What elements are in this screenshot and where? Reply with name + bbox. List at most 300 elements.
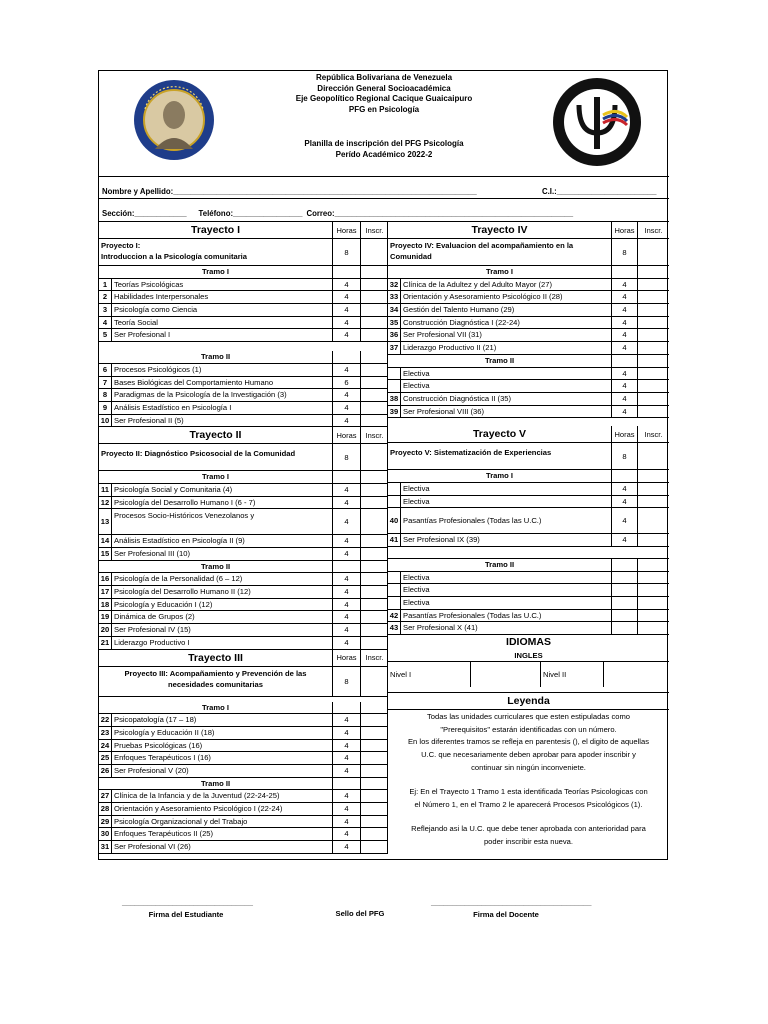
tramo-hours-cell [332,778,360,790]
academic-period: Perído Académico 2022-2 [335,149,433,159]
course-hours: 4 [332,714,360,726]
course-inscr-cell[interactable] [360,841,388,853]
tramo-row [99,266,387,279]
course-name: Psicología Organizacional y del Trabajo [114,816,248,826]
course-inscr-cell[interactable] [637,406,669,418]
course-number [388,597,401,609]
tramo-row [99,561,387,574]
course-name: Electiva [403,368,430,378]
course-hours: 4 [611,380,637,392]
tramo-hours-cell [332,702,360,714]
course-name: Orientación y Asesoramiento Psicológico I (22-24) [114,804,283,813]
course-number: 31 [99,841,112,853]
legend-line: Reflejando asi la U.C. que debe tener aprobada con anterioridad para [411,824,646,834]
course-inscr-cell[interactable] [360,484,388,496]
tramo-inscr-cell [637,470,669,482]
course-row [99,364,387,377]
course-hours: 4 [611,393,637,405]
right-column [388,222,669,846]
student-signature [122,898,253,919]
course-number: 42 [388,610,401,622]
course-number: 9 [99,402,112,414]
heading-line: PFG en Psicología [348,104,420,114]
project-inscr-cell[interactable] [360,444,388,470]
course-inscr-cell[interactable] [360,727,388,739]
course-hours: 4 [332,752,360,764]
heading-line: República Bolivariana de Venezuela [315,73,453,82]
course-hours: 4 [332,816,360,828]
course-hours: 4 [611,508,637,533]
course-inscr-cell[interactable] [637,496,669,508]
tramo-hours-cell [611,355,637,367]
course-hours: 4 [611,534,637,546]
level-1-cell: Nivel I [390,670,412,680]
course-inscr-cell[interactable] [637,610,669,622]
course-inscr-cell[interactable] [360,509,388,534]
course-name: Electiva [403,381,430,391]
course-row [99,611,387,624]
university-seal-icon [133,79,215,161]
course-name: Enfoques Terapéuticos I (16) [114,753,211,763]
course-row [99,304,387,317]
course-name: Psicología de la Personalidad (6 – 12) [114,574,243,584]
hours-header: Horas [611,426,637,442]
course-inscr-cell[interactable] [637,483,669,495]
signature-line: ______________________________________ [431,898,592,907]
course-name: Ser Profesional V (20) [114,765,189,775]
course-number: 7 [99,377,112,389]
course-number [388,496,401,508]
project-inscr-cell[interactable] [637,443,669,469]
course-name: Electiva [403,598,430,608]
course-hours: 4 [332,329,360,341]
course-hours [611,610,637,622]
course-name: Ser Profesional VIII (36) [403,406,485,416]
tramo-label: Tramo II [200,352,231,362]
course-row [99,841,387,854]
phone-field[interactable]: Teléfono:________________ [198,209,303,218]
course-inscr-cell[interactable] [360,402,388,414]
course-number: 21 [99,637,112,649]
course-row [388,597,669,610]
tramo-row [388,470,669,483]
course-inscr-cell[interactable] [360,573,388,585]
course-name: Psicología del Desarrollo Humano I (6 - 7) [114,497,256,507]
course-inscr-cell[interactable] [360,828,388,840]
project-line: Comunidad [390,252,432,261]
course-hours: 4 [611,291,637,303]
course-number: 1 [99,279,112,291]
course-name: Paradigmas de la Psicología de la Investigación (3) [114,390,287,400]
course-number: 39 [388,406,401,418]
course-row [388,496,669,509]
trayecto-title: Trayecto IV [471,224,528,236]
project-row [99,667,387,697]
tramo-inscr-cell [637,355,669,367]
course-inscr-cell[interactable] [637,584,669,596]
course-hours: 4 [332,402,360,414]
course-number: 20 [99,624,112,636]
legend-line: En los diferentes tramos se refleja en parentesis (), el digito de aquellas [407,737,650,747]
course-number: 38 [388,393,401,405]
course-inscr-cell[interactable] [360,317,388,329]
project-title [101,240,330,262]
course-number: 5 [99,329,112,341]
course-name: Bases Biológicas del Comportamiento Humano [114,377,274,387]
legend-line: Ej: En el Trayecto 1 Tramo 1 esta identificada Teorías Psicologicas con [409,787,648,797]
trayecto-1-header [99,222,387,239]
tramo-row [99,778,387,791]
legend-line: continuar sin ningún inconveniete. [471,762,586,772]
course-hours: 4 [332,317,360,329]
course-name: Clínica de la Adultez y del Adulto Mayor (27) [403,279,553,289]
course-number: 37 [388,342,401,354]
course-name: Ser Profesional I [114,330,171,340]
trayecto-2-header [99,427,387,444]
course-inscr-cell[interactable] [360,714,388,726]
level-row [388,662,669,687]
legend-line: el Número 1, en el Tramo 2 le aparecerá Procesos Psicológicos (1). [414,799,643,809]
course-inscr-cell[interactable] [637,329,669,341]
tramo-label: Tramo II [484,355,515,365]
course-inscr-cell[interactable] [637,368,669,380]
course-row [99,509,387,535]
course-number: 36 [388,329,401,341]
course-inscr-cell[interactable] [360,377,388,389]
course-inscr-cell[interactable] [637,317,669,329]
project-title [101,668,330,690]
course-row [388,317,669,330]
course-number: 6 [99,364,112,376]
course-row [99,727,387,740]
course-name: Psicopatología (17 – 18) [114,715,197,725]
legend-body [388,710,669,848]
course-name: Pruebas Psicológicas (16) [114,740,203,750]
course-hours: 4 [332,304,360,316]
project-row [99,239,387,266]
tramo-row [388,355,669,368]
student-signature-label: Firma del Estudiante [148,910,224,919]
course-inscr-cell[interactable] [360,291,388,303]
course-name: Ser Profesional X (41) [403,623,478,633]
course-number: 10 [99,415,112,427]
pfg-seal-label: Sello del PFG [335,909,385,918]
course-name: Psicología como Ciencia [114,305,198,315]
course-row [388,584,669,597]
course-name: Psicología y Educación I (12) [114,599,213,609]
course-name: Construcción Diagnóstica II (35) [403,393,512,403]
project-hours: 8 [611,443,637,469]
tramo-hours-cell [611,470,637,482]
tramo-hours-cell [332,561,360,573]
course-name: Ser Profesional VII (31) [403,330,482,340]
trayecto-3-header [99,650,387,667]
course-hours: 4 [611,368,637,380]
course-number: 35 [388,317,401,329]
tramo-row [99,351,387,364]
course-number: 25 [99,752,112,764]
inscr-header: Inscr. [360,427,388,443]
course-name: Procesos Socio-Históricos Venezolanos y [114,511,255,521]
course-name: Construcción Diagnóstica I (22-24) [403,317,520,327]
course-name: Teoría Social [114,317,158,327]
course-name: Teorías Psicológicas [114,279,184,289]
heading-line: Eje Geopolítico Regional Cacique Guaicaipuro [295,94,473,103]
course-hours: 4 [611,329,637,341]
course-row [388,380,669,393]
course-inscr-cell[interactable] [637,508,669,533]
course-hours: 4 [332,415,360,427]
course-number [388,483,401,495]
course-number: 24 [99,740,112,752]
project-row [388,443,669,470]
course-inscr-cell[interactable] [360,752,388,764]
course-row [99,765,387,778]
course-hours: 4 [332,727,360,739]
course-hours: 4 [332,637,360,649]
course-hours [611,572,637,584]
course-row [99,484,387,497]
course-inscr-cell[interactable] [637,342,669,354]
course-inscr-cell[interactable] [360,304,388,316]
course-hours: 4 [332,573,360,585]
course-inscr-cell[interactable] [360,548,388,560]
course-name: Ser Profesional II (5) [114,415,184,425]
section-field[interactable]: Sección:____________ [102,209,187,218]
course-number: 41 [388,534,401,546]
project-line: Introduccion a la Psicología comunitaria [101,252,247,261]
tramo-hours-cell [611,559,637,571]
tramo-label: Tramo I [485,267,513,276]
course-inscr-cell[interactable] [637,291,669,303]
course-name: Orientación y Asesoramiento Psicológico II (28) [403,292,563,302]
course-hours: 4 [611,279,637,291]
level-2-cell: Nivel II [540,662,603,687]
course-hours: 4 [611,483,637,495]
course-number: 26 [99,765,112,777]
course-hours: 4 [332,624,360,636]
course-row [388,483,669,496]
course-number: 28 [99,803,112,815]
project-inscr-cell[interactable] [360,667,388,696]
course-inscr-cell[interactable] [360,329,388,341]
hours-header: Horas [332,427,360,443]
course-row [99,317,387,330]
section-field-row [99,199,669,221]
name-field[interactable]: Nombre y Apellido:______________________________________________________________________ [102,187,477,196]
course-hours: 4 [332,586,360,598]
tramo-label: Tramo II [484,560,515,569]
course-hours [611,622,637,634]
course-number: 3 [99,304,112,316]
course-hours: 4 [332,535,360,547]
course-row [388,622,669,635]
course-number [388,584,401,596]
course-row [388,610,669,623]
course-name: Ser Profesional VI (26) [114,842,191,852]
course-row [99,803,387,816]
project-title [101,448,330,459]
course-inscr-cell[interactable] [360,624,388,636]
course-row [388,572,669,585]
course-number: 15 [99,548,112,560]
project-line: Proyecto III: Acompañamiento y Prevención de las [124,668,307,678]
course-inscr-cell[interactable] [360,586,388,598]
project-hours: 8 [332,239,360,265]
course-row [99,599,387,612]
inscr-header: Inscr. [360,650,388,666]
project-title [390,240,609,262]
course-number: 16 [99,573,112,585]
course-name: Ser Profesional IV (15) [114,625,191,635]
tramo-inscr-cell [360,471,388,483]
course-inscr-cell[interactable] [637,380,669,392]
course-name: Electiva [403,496,430,506]
course-inscr-cell[interactable] [637,572,669,584]
course-inscr-cell[interactable] [360,740,388,752]
tramo-label: Tramo II [200,561,231,571]
course-hours: 4 [332,389,360,401]
course-name: Electiva [403,483,430,493]
course-row [99,573,387,586]
tramo-hours-cell [332,471,360,483]
course-name: Procesos Psicológicos (1) [114,364,202,374]
course-row [388,291,669,304]
project-inscr-cell[interactable] [637,239,669,265]
course-row [99,415,387,428]
course-inscr-cell[interactable] [360,497,388,509]
project-line: necesidades comunitarias [168,679,263,689]
course-inscr-cell[interactable] [360,816,388,828]
course-number: 2 [99,291,112,303]
course-hours: 4 [611,317,637,329]
course-inscr-cell[interactable] [637,393,669,405]
course-number: 43 [388,622,401,634]
course-row [388,508,669,534]
legend-line: "Prerequisitos" estarán identificadas con un número. [440,724,617,734]
course-name: Psicología y Educación II (18) [114,727,215,737]
course-row [388,406,669,419]
legend-line: Todas las unidades curriculares que esten estipuladas como [426,712,631,722]
course-number: 17 [99,586,112,598]
legend-section [388,693,669,846]
name-field-row [99,177,669,199]
tramo-label: Tramo II [200,778,231,788]
hours-header: Horas [611,222,637,238]
course-inscr-cell[interactable] [360,599,388,611]
project-hours: 8 [332,667,360,696]
course-row [99,291,387,304]
course-row [99,740,387,753]
email-field[interactable]: Correo:_______________________________________________________ [306,209,574,218]
legend-line: U.C. que necesariamente deben aprobar para apoder inscribir y [421,749,636,759]
course-number: 40 [388,508,401,533]
tramo-row [99,471,387,484]
course-hours: 4 [332,765,360,777]
tramo-inscr-cell [360,266,388,278]
course-number: 8 [99,389,112,401]
course-row [99,752,387,765]
course-name: Liderazgo Productivo I [114,637,190,647]
trayecto-title: Trayecto II [189,429,242,442]
course-number: 23 [99,727,112,739]
teacher-signature-label: Firma del Docente [473,910,539,919]
registration-form [98,70,668,860]
course-inscr-cell[interactable] [360,790,388,802]
course-number [388,368,401,380]
course-name: Gestión del Talento Humano (29) [403,305,515,315]
signature-line: _______________________________ [122,898,253,907]
course-inscr-cell[interactable] [637,279,669,291]
languages-section [388,635,669,693]
spacer-row [388,547,669,559]
legend-line: poder inscribir esta nueva. [483,836,574,846]
course-number: 33 [388,291,401,303]
project-title [390,447,609,458]
course-inscr-cell[interactable] [360,535,388,547]
course-inscr-cell[interactable] [360,637,388,649]
course-number: 4 [99,317,112,329]
course-name: Pasantías Profesionales (Todas las U.C.) [403,516,542,526]
course-row [99,828,387,841]
project-inscr-cell[interactable] [360,239,388,265]
project-line: Proyecto V: Sistematización de Experiencias [390,448,552,458]
course-inscr-cell[interactable] [360,765,388,777]
course-number [388,572,401,584]
trayecto-5-header [388,426,669,443]
project-line: Proyecto I: [101,241,141,250]
course-number: 12 [99,497,112,509]
course-hours: 6 [332,377,360,389]
course-inscr-cell[interactable] [360,279,388,291]
course-inscr-cell[interactable] [360,389,388,401]
course-hours: 4 [332,803,360,815]
level-1-inscr-cell[interactable] [470,662,540,687]
trayecto-title: Trayecto I [190,224,241,236]
course-name: Ser Profesional IX (39) [403,535,480,545]
course-inscr-cell[interactable] [637,622,669,634]
course-name: Liderazgo Productivo II (21) [403,343,497,353]
course-hours: 4 [332,740,360,752]
course-number: 11 [99,484,112,496]
course-inscr-cell[interactable] [360,611,388,623]
course-name: Psicología Social y Comunitaria (4) [114,484,233,494]
course-hours: 4 [611,496,637,508]
course-hours: 4 [332,364,360,376]
course-name: Ser Profesional III (10) [114,549,190,558]
course-inscr-cell[interactable] [637,534,669,546]
tramo-row [99,702,387,715]
course-row [99,497,387,510]
course-row [388,393,669,406]
course-number: 30 [99,828,112,840]
course-inscr-cell[interactable] [360,415,388,427]
project-hours: 8 [332,444,360,470]
project-row [388,239,669,266]
ci-field[interactable]: C.I.:_______________________ [542,187,657,196]
level-2-inscr-cell[interactable] [603,662,669,687]
course-inscr-cell[interactable] [360,364,388,376]
course-number: 13 [99,509,112,534]
course-inscr-cell[interactable] [637,304,669,316]
course-hours: 4 [332,291,360,303]
tramo-hours-cell [332,351,360,363]
course-inscr-cell[interactable] [360,803,388,815]
course-name: Enfoques Terapéuticos II (25) [114,829,214,839]
course-inscr-cell[interactable] [637,597,669,609]
course-hours [611,597,637,609]
course-hours: 4 [332,548,360,560]
